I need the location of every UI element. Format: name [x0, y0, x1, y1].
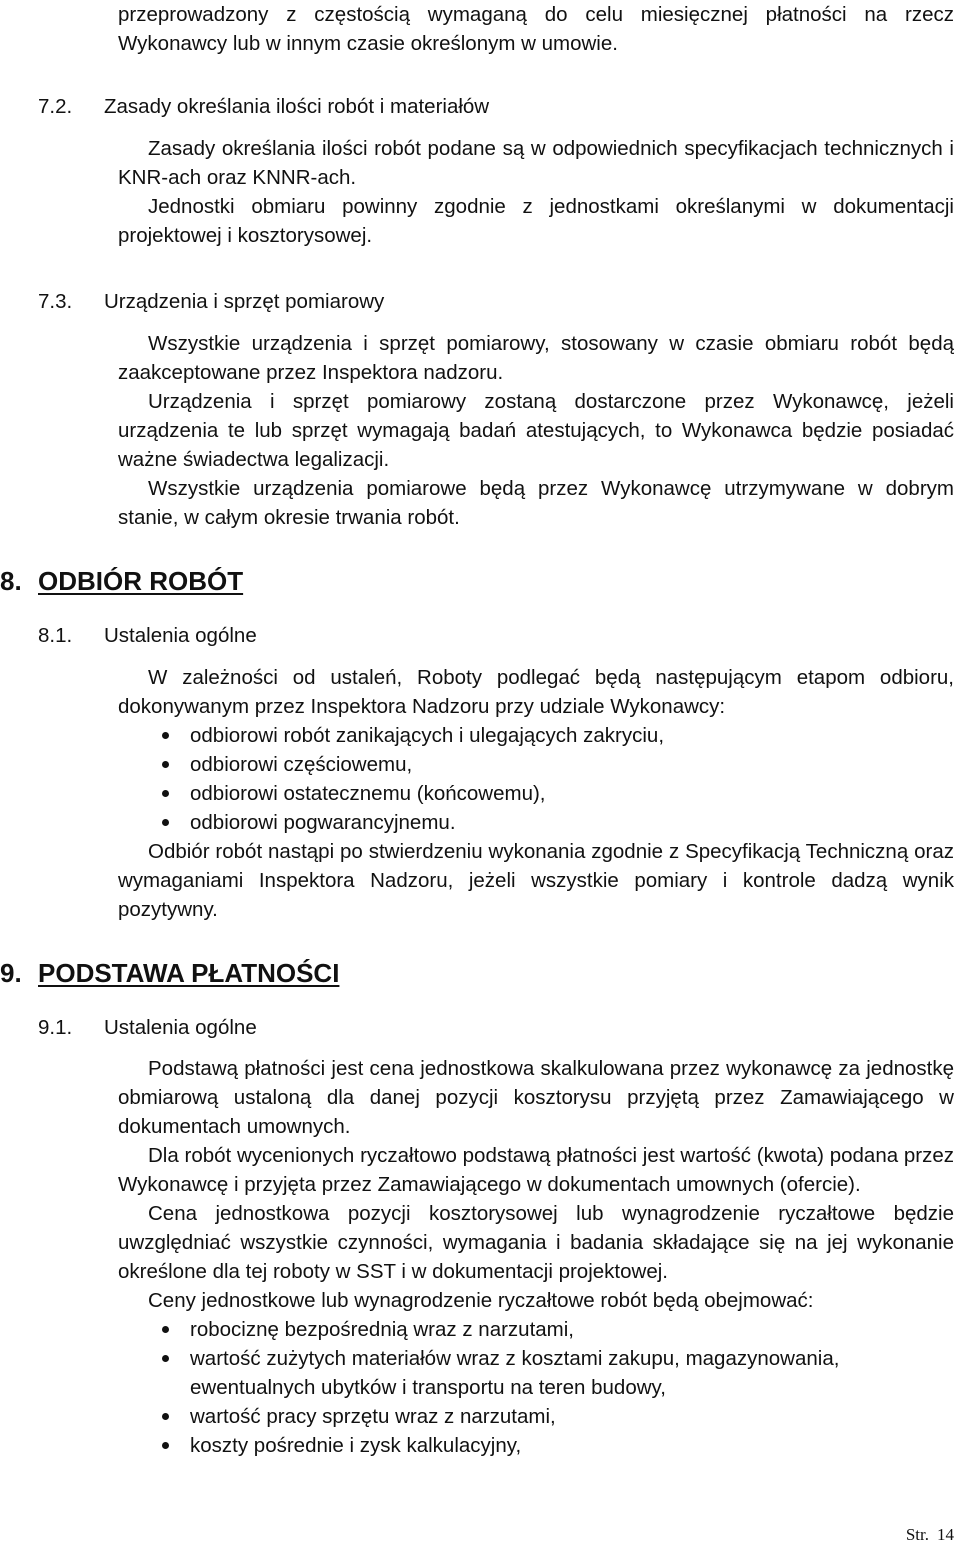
list-item: odbiorowi częściowemu,: [118, 750, 954, 779]
bullet-icon: [162, 790, 169, 797]
bullet-icon: [162, 1326, 169, 1333]
paragraph: Zasady określania ilości robót podane są w odpowiednich specyfikacjach technicznych i KNR-ach oraz KNNR-ach.: [118, 137, 954, 189]
subsection-number: 8.1.: [38, 624, 73, 647]
bullet-icon: [162, 1413, 169, 1420]
paragraph: Wszystkie urządzenia pomiarowe będą przez Wykonawcę utrzymywane w dobrym stanie, w całym okresie trwania robót.: [118, 477, 954, 529]
subsection-heading-9-1: [38, 1013, 938, 1042]
paragraph: Wszystkie urządzenia i sprzęt pomiarowy, stosowany w czasie obmiaru robót będą zaakceptowane przez Inspektora nadzoru.: [118, 332, 954, 384]
bullet-icon: [162, 1355, 169, 1362]
list-item: koszty pośrednie i zysk kalkulacyjny,: [118, 1431, 954, 1460]
section-heading-8: [0, 565, 243, 597]
subsection-heading-7-2: [38, 92, 938, 121]
paragraph: Cena jednostkowa pozycji kosztorysowej lub wynagrodzenie ryczałtowe będzie uwzględniać wszystkie czynności, wymagania i badania składające się na jej wykonanie określone dla tej roboty w SST i w dokumentacji projektowej.: [118, 1202, 954, 1283]
page-number-value: 14: [937, 1525, 954, 1544]
paragraph: Urządzenia i sprzęt pomiarowy zostaną dostarczone przez Wykonawcę, jeżeli urządzenia te lub sprzęt wymagają badań atestujących, to Wykonawca będzie posiadać ważne świadectwa legalizacji.: [118, 390, 954, 471]
paragraph: Odbiór robót nastąpi po stwierdzeniu wykonania zgodnie z Specyfikacją Techniczną oraz wymaganiami Inspektora Nadzoru, jeżeli wszystkie pomiary i kontrole dadzą wynik pozytywny.: [118, 840, 954, 921]
list-item: robociznę bezpośrednią wraz z narzutami,: [118, 1315, 954, 1344]
bullet-icon: [162, 732, 169, 739]
page-number-label: Str.: [905, 1525, 929, 1544]
list-item: wartość pracy sprzętu wraz z narzutami,: [118, 1402, 954, 1431]
section-number: 9.: [0, 958, 22, 988]
subsection-title: Urządzenia i sprzęt pomiarowy: [104, 290, 385, 313]
paragraph: W zależności od ustaleń, Roboty podlegać będą następującym etapom odbioru, dokonywanym przez Inspektora Nadzoru przy udziale Wykonawcy:: [118, 666, 954, 718]
intro-paragraph: przeprowadzony z częstością wymaganą do celu miesięcznej płatności na rzecz Wykonawcy lub w innym czasie określonym w umowie.: [118, 3, 954, 55]
list-item: odbiorowi pogwarancyjnemu.: [118, 808, 954, 837]
section-title: ODBIÓR ROBÓT: [38, 566, 244, 596]
section-7-2-body: [118, 134, 954, 250]
subsection-number: 7.3.: [38, 290, 73, 313]
section-title: PODSTAWA PŁATNOŚCI: [38, 958, 340, 988]
section-9-1-body: [118, 1054, 954, 1460]
section-number: 8.: [0, 566, 22, 596]
page-number: [906, 1524, 954, 1546]
bullet-icon: [162, 819, 169, 826]
intro-paragraph-block: [118, 0, 954, 58]
paragraph: Jednostki obmiaru powinny zgodnie z jednostkami określanymi w dokumentacji projektowej i kosztorysowej.: [118, 195, 954, 247]
subsection-title: Zasady określania ilości robót i materiałów: [104, 95, 490, 118]
bullet-icon: [162, 1442, 169, 1449]
subsection-number: 7.2.: [38, 95, 73, 118]
paragraph: Podstawą płatności jest cena jednostkowa skalkulowana przez wykonawcę za jednostkę obmiarową ustaloną dla danej pozycji kosztorysu przyjętą przez Zamawiającego w dokumentach umownych.: [118, 1057, 954, 1138]
list-item: odbiorowi robót zanikających i ulegających zakryciu,: [118, 721, 954, 750]
subsection-heading-8-1: [38, 621, 938, 650]
subsection-number: 9.1.: [38, 1016, 73, 1039]
bullet-icon: [162, 761, 169, 768]
subsection-heading-7-3: [38, 287, 938, 316]
section-heading-9: [0, 957, 339, 989]
bullet-list: [118, 1315, 954, 1460]
section-8-1-body: [118, 663, 954, 924]
paragraph: Ceny jednostkowe lub wynagrodzenie ryczałtowe robót będą obejmować:: [148, 1289, 814, 1312]
paragraph: Dla robót wycenionych ryczałtowo podstawą płatności jest wartość (kwota) podana przez Wykonawcę i przyjęta przez Zamawiającego w dokumentach umownych (ofercie).: [118, 1144, 954, 1196]
section-7-3-body: [118, 329, 954, 532]
bullet-list: [118, 721, 954, 837]
subsection-title: Ustalenia ogólne: [104, 624, 257, 647]
subsection-title: Ustalenia ogólne: [104, 1016, 257, 1039]
list-item: odbiorowi ostatecznemu (końcowemu),: [118, 779, 954, 808]
list-item: wartość zużytych materiałów wraz z kosztami zakupu, magazynowania, ewentualnych ubytków i transportu na teren budowy,: [118, 1344, 954, 1402]
